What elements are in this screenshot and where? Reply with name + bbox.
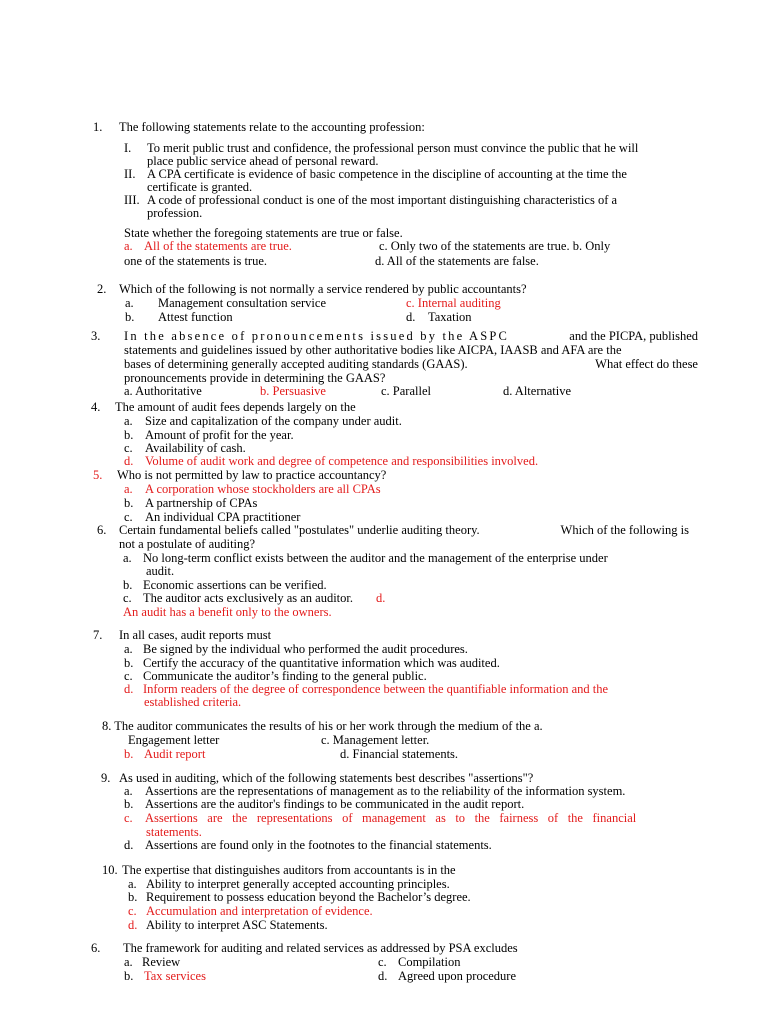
question-number: 10. bbox=[102, 863, 118, 877]
question-stem-part: and the PICPA, published bbox=[569, 329, 698, 343]
option: one of the statements is true. bbox=[124, 254, 268, 268]
option-letter: d. bbox=[124, 682, 134, 696]
option: A partnership of CPAs bbox=[145, 496, 258, 510]
option: Assertions are found only in the footnotes to the financial statements. bbox=[145, 838, 492, 852]
question-stem: Which of the following is not normally a service rendered by public accountants? bbox=[119, 282, 527, 296]
question-stem-part: In the absence of pronouncements issued by the ASPC bbox=[124, 329, 510, 343]
option: a. Authoritative bbox=[124, 384, 202, 398]
option-letter: d. bbox=[406, 310, 416, 324]
option: Be signed by the individual who performed the audit procedures. bbox=[143, 642, 468, 656]
option-letter: a. bbox=[128, 877, 137, 891]
option: Communicate the auditor’s finding to the general public. bbox=[143, 669, 427, 683]
option-letter: c. bbox=[124, 510, 133, 524]
question-number: 6. bbox=[91, 941, 101, 955]
question-stem: Who is not permitted by law to practice accountancy? bbox=[117, 468, 387, 482]
option: Compilation bbox=[398, 955, 461, 969]
option-letter: b. bbox=[125, 310, 135, 324]
question-stem-line bbox=[124, 357, 698, 371]
option: Availability of cash. bbox=[145, 441, 246, 455]
correct-answer: Inform readers of the degree of correspondence between the quantifiable information and the bbox=[143, 682, 609, 696]
question-number: 7. bbox=[93, 628, 103, 642]
statement-numeral: II. bbox=[124, 167, 136, 181]
question-stem-line bbox=[119, 523, 689, 537]
option-letter: a. bbox=[124, 642, 133, 656]
correct-answer: established criteria. bbox=[144, 695, 242, 709]
question-prompt: State whether the foregoing statements are true or false. bbox=[124, 226, 403, 240]
correct-answer: Volume of audit work and degree of competence and responsibilities involved. bbox=[145, 454, 539, 468]
option: c. Parallel bbox=[381, 384, 431, 398]
option: Amount of profit for the year. bbox=[145, 428, 294, 442]
question-number: 5. bbox=[93, 468, 103, 482]
option-letter: d. bbox=[376, 591, 386, 605]
question-stem: As used in auditing, which of the following statements best describes "assertions"? bbox=[119, 771, 534, 785]
question-number: 6. bbox=[97, 523, 107, 537]
option: Management consultation service bbox=[158, 296, 326, 310]
option-letter: a. bbox=[124, 414, 133, 428]
option: Certify the accuracy of the quantitative information which was audited. bbox=[143, 656, 500, 670]
option-letter: c. bbox=[123, 591, 132, 605]
question-number: 9. bbox=[101, 771, 111, 785]
statement-text: certificate is granted. bbox=[147, 180, 253, 194]
option: An individual CPA practitioner bbox=[145, 510, 301, 524]
question-stem: 8. The auditor communicates the results of his or her work through the medium of the a. bbox=[102, 719, 543, 733]
option-letter: a. bbox=[124, 239, 133, 253]
option: Requirement to possess education beyond the Bachelor’s degree. bbox=[146, 890, 471, 904]
option-letter: c. bbox=[124, 669, 133, 683]
option: c. Only two of the statements are true. b. Only bbox=[379, 239, 611, 253]
option: Engagement letter bbox=[128, 733, 220, 747]
option: The auditor acts exclusively as an auditor. bbox=[143, 591, 354, 605]
correct-answer: A corporation whose stockholders are all CPAs bbox=[145, 482, 381, 496]
question-number: 1. bbox=[93, 120, 103, 134]
option-letter: d. bbox=[124, 838, 134, 852]
statement-text: To merit public trust and confidence, the professional person must convince the public that he will bbox=[147, 141, 639, 155]
statement-text: A code of professional conduct is one of the most important distinguishing characteristics of a bbox=[147, 193, 618, 207]
correct-answer: All of the statements are true. bbox=[144, 239, 292, 253]
option-letter: b. bbox=[124, 656, 134, 670]
option-letter: b. bbox=[124, 428, 134, 442]
correct-answer: Tax services bbox=[144, 969, 206, 983]
question-stem-part: bases of determining generally accepted auditing standards (GAAS). bbox=[124, 357, 468, 371]
statement-text: profession. bbox=[147, 206, 203, 220]
option: Taxation bbox=[428, 310, 472, 324]
option: Ability to interpret generally accepted accounting principles. bbox=[146, 877, 450, 891]
option-letter: c. bbox=[124, 441, 133, 455]
question-stem-part: Which of the following is bbox=[560, 523, 689, 537]
option: d. Financial statements. bbox=[340, 747, 459, 761]
option: Review bbox=[142, 955, 181, 969]
option: Assertions are the auditor's findings to be communicated in the audit report. bbox=[145, 797, 525, 811]
option-letter: a. bbox=[125, 296, 134, 310]
option: No long-term conflict exists between the auditor and the management of the enterprise under bbox=[143, 551, 608, 565]
option: Agreed upon procedure bbox=[398, 969, 517, 983]
question-stem: The expertise that distinguishes auditors from accountants is in the bbox=[122, 863, 456, 877]
correct-answer: Assertions are the representations of management as to the fairness of the financial bbox=[145, 811, 637, 825]
statement-numeral: III. bbox=[124, 193, 140, 207]
question-stem: In all cases, audit reports must bbox=[119, 628, 272, 642]
statement-text: place public service ahead of personal reward. bbox=[147, 154, 379, 168]
statement-numeral: I. bbox=[124, 141, 132, 155]
option-letter: c. bbox=[124, 811, 133, 825]
question-stem-line: pronouncements provide in determining the GAAS? bbox=[124, 371, 386, 385]
option-letter: b. bbox=[123, 578, 133, 592]
question-stem-line: statements and guidelines issued by other authoritative bodies like AICPA, IAASB and AFA are the bbox=[124, 343, 622, 357]
option: Attest function bbox=[158, 310, 233, 324]
option: audit. bbox=[146, 564, 175, 578]
correct-answer: b. Persuasive bbox=[260, 384, 326, 398]
option-letter: b. bbox=[128, 890, 138, 904]
option: d. All of the statements are false. bbox=[375, 254, 539, 268]
option-letter: c. bbox=[378, 955, 387, 969]
option-letter: d. bbox=[378, 969, 388, 983]
question-number: 2. bbox=[97, 282, 107, 296]
question-stem-line: not a postulate of auditing? bbox=[119, 537, 256, 551]
option-letter: b. bbox=[124, 797, 134, 811]
option-letter: b. bbox=[124, 496, 134, 510]
question-number: 4. bbox=[91, 400, 101, 414]
option-letter: a. bbox=[123, 551, 132, 565]
option: Assertions are the representations of management as to the reliability of the information system. bbox=[145, 784, 626, 798]
option-letter: a. bbox=[124, 482, 133, 496]
option-letter: a. bbox=[124, 784, 133, 798]
question-stem: The amount of audit fees depends largely on the bbox=[115, 400, 356, 414]
option-letter: b. bbox=[124, 747, 134, 761]
option-letter: a. bbox=[124, 955, 133, 969]
option: d. Alternative bbox=[503, 384, 572, 398]
option: Ability to interpret ASC Statements. bbox=[146, 918, 328, 932]
option-letter: d. bbox=[124, 454, 134, 468]
correct-answer: c. Internal auditing bbox=[406, 296, 501, 310]
question-stem-part: Certain fundamental beliefs called "postulates" underlie auditing theory. bbox=[119, 523, 480, 537]
question-number: 3. bbox=[91, 329, 101, 343]
option: c. Management letter. bbox=[321, 733, 430, 747]
correct-answer: statements. bbox=[146, 825, 202, 839]
question-stem: The following statements relate to the accounting profession: bbox=[119, 120, 425, 134]
option-letter: b. bbox=[124, 969, 134, 983]
option: Economic assertions can be verified. bbox=[143, 578, 327, 592]
option: Size and capitalization of the company under audit. bbox=[145, 414, 402, 428]
option-letter: c. bbox=[128, 904, 137, 918]
option-letter: d. bbox=[128, 918, 138, 932]
correct-answer: Audit report bbox=[144, 747, 206, 761]
question-stem: The framework for auditing and related services as addressed by PSA excludes bbox=[123, 941, 518, 955]
statement-text: A CPA certificate is evidence of basic competence in the discipline of accounting at the time the bbox=[147, 167, 627, 181]
question-stem-part: What effect do these bbox=[595, 357, 698, 371]
correct-answer: Accumulation and interpretation of evidence. bbox=[146, 904, 373, 918]
question-stem-line bbox=[124, 329, 698, 343]
correct-answer: An audit has a benefit only to the owners. bbox=[123, 605, 332, 619]
